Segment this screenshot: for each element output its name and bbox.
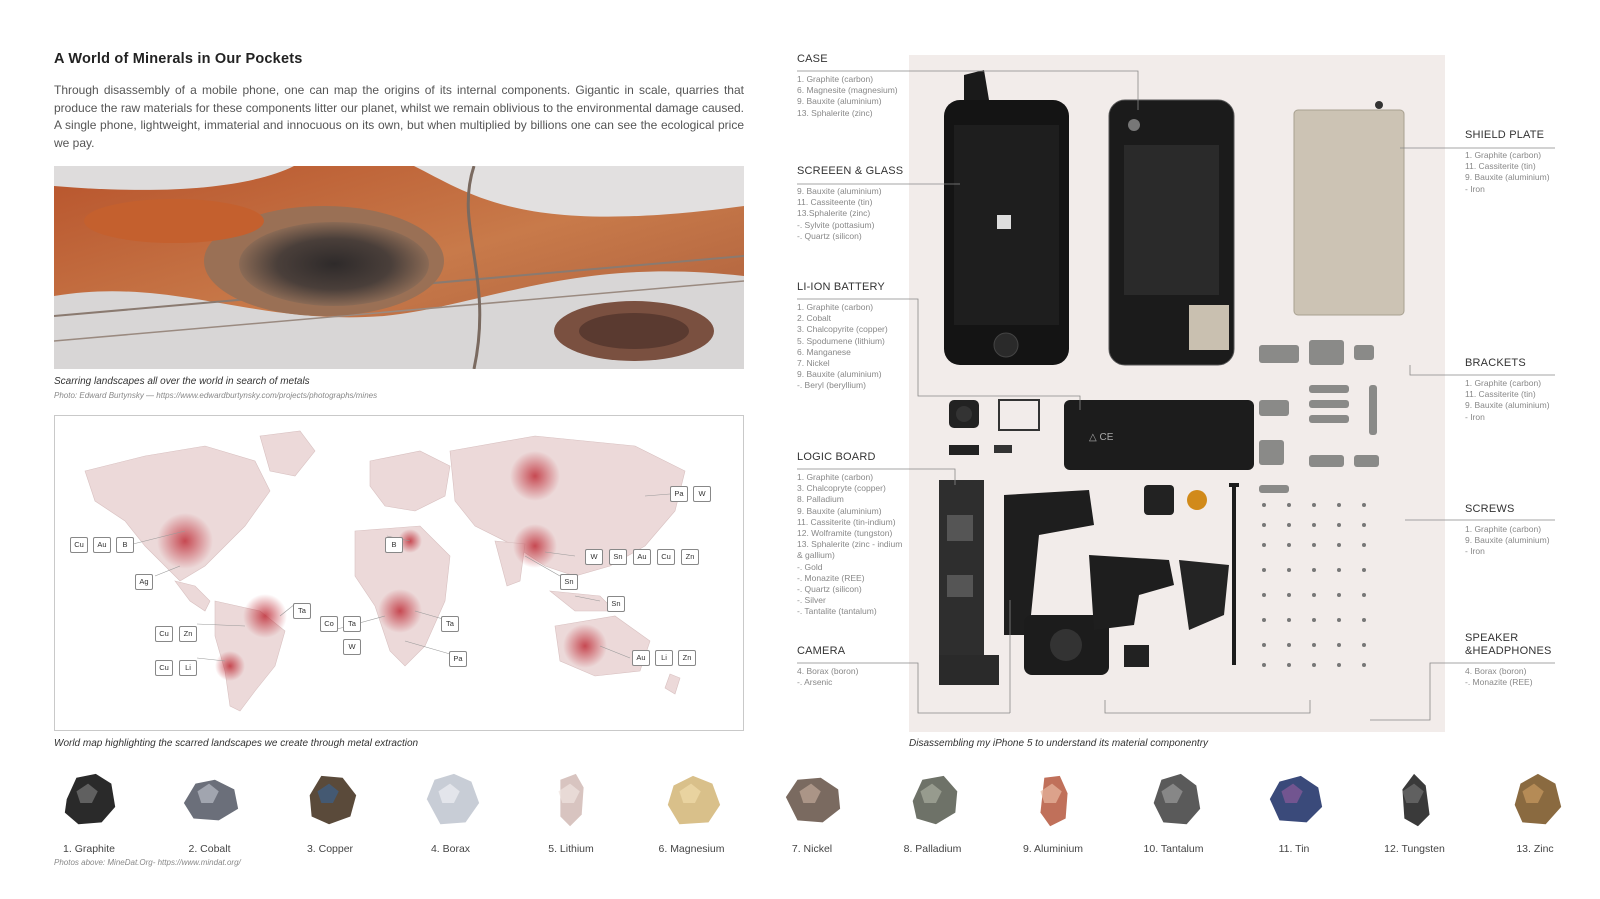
material-item: -. Monazite (REE): [797, 572, 865, 583]
section-heading: SPEAKER &HEADPHONES: [1465, 632, 1552, 657]
map-tag: Cu: [657, 549, 675, 565]
photo-credit: Photo: Edward Burtynsky — https://www.edwardburtynsky.com/projects/photographs/mines: [54, 391, 378, 400]
map-tag: Zn: [681, 549, 699, 565]
mineral-label: 10. Tantalum: [1143, 843, 1204, 855]
material-item: 11. Cassiterite (tin): [1465, 389, 1536, 400]
mineral-specimen: [637, 770, 747, 860]
mineral-label: 13. Zinc: [1516, 843, 1554, 855]
mineral-label: 4. Borax: [430, 843, 471, 855]
map-tag: B: [116, 537, 134, 553]
mineral-photo: [1264, 770, 1326, 832]
mineral-label: 9. Aluminium: [1022, 843, 1084, 855]
mineral-photo: [1385, 770, 1447, 832]
teardown-caption: Disassembling my iPhone 5 to understand its material componentry: [909, 738, 1209, 749]
material-item: 3. Chalcopryte (copper): [797, 483, 886, 494]
material-item: -. Beryl (beryllium): [797, 380, 866, 391]
mineral-photo: [662, 770, 724, 832]
material-item: 9. Bauxite (aluminium): [797, 505, 882, 516]
map-tag: Zn: [179, 626, 197, 642]
map-tag: Li: [179, 660, 197, 676]
material-item: 1. Graphite (carbon): [1465, 150, 1542, 160]
map-tag: Sn: [607, 596, 625, 612]
map-tag: Co: [320, 616, 338, 632]
map-tag: Sn: [560, 574, 578, 590]
map-tag: Zn: [678, 650, 696, 666]
mineral-specimen: [878, 770, 988, 860]
section-logic-board: [797, 451, 902, 618]
map-tag: W: [585, 549, 603, 565]
section-heading: CAMERA: [797, 645, 846, 657]
map-tag: B: [385, 537, 403, 553]
mineral-label: 3. Copper: [306, 843, 354, 855]
material-item: 3. Chalcopyrite (copper): [797, 324, 888, 335]
page-title: A World of Minerals in Our Pockets: [54, 51, 303, 67]
map-tag: Cu: [70, 537, 88, 553]
material-item: 13. Sphalerite (zinc - indium: [797, 539, 903, 550]
mineral-photo: [1144, 770, 1206, 832]
mineral-photo: [59, 770, 121, 832]
mineral-specimen: [155, 770, 265, 860]
section-screen-glass: [797, 165, 903, 242]
material-item: 1. Graphite (carbon): [797, 472, 874, 482]
mineral-specimen: [1480, 770, 1590, 860]
material-item: 4. Borax (boron): [797, 666, 859, 676]
material-item: -. Gold: [797, 561, 823, 572]
mineral-photo: [782, 770, 844, 832]
map-tag: Cu: [155, 626, 173, 642]
section-screws: [1465, 503, 1550, 558]
material-item: 8. Palladium: [797, 494, 844, 505]
material-item: -. Sylvite (pottasium): [797, 219, 875, 230]
material-item: 1. Graphite (carbon): [1465, 524, 1542, 534]
map-tag: Au: [632, 650, 650, 666]
map-tag: Pa: [449, 651, 467, 667]
mineral-specimen: [1360, 770, 1470, 860]
section-speaker-headphones: [1465, 632, 1552, 688]
section-brackets: [1465, 357, 1550, 423]
mineral-photo: [1505, 770, 1567, 832]
section-heading: LI-ION BATTERY: [797, 281, 885, 293]
section-heading: SCREEEN & GLASS: [797, 165, 904, 177]
material-item: 9. Bauxite (aluminium): [1465, 535, 1550, 546]
map-caption: World map highlighting the scarred landscapes we create through metal extraction: [54, 738, 419, 749]
material-item: 9. Bauxite (aluminium): [1465, 400, 1550, 411]
mineral-specimen: [757, 770, 867, 860]
map-tag: Ta: [343, 616, 361, 632]
mineral-photo: [300, 770, 362, 832]
mineral-photo: [180, 770, 242, 832]
map-tag: Ta: [293, 603, 311, 619]
map-tag: Ta: [441, 616, 459, 632]
map-tag: Li: [655, 650, 673, 666]
material-item: 13.Sphalerite (zinc): [797, 208, 871, 219]
material-item: 11. Cassiterite (tin): [1465, 161, 1536, 172]
material-item: -. Tantalite (tantalum): [797, 606, 877, 617]
material-item: -. Silver: [797, 595, 826, 606]
material-item: 9. Bauxite (aluminium): [797, 369, 882, 380]
material-item: 1. Graphite (carbon): [797, 302, 874, 312]
material-item: 6. Manganese: [797, 346, 851, 357]
mineral-label: 11. Tin: [1278, 843, 1310, 855]
material-item: 4. Borax (boron): [1465, 666, 1527, 676]
mineral-specimen: [396, 770, 506, 860]
material-item: - Iron: [1465, 546, 1485, 557]
material-item: - Iron: [1465, 183, 1485, 194]
material-item: -. Quartz (silicon): [797, 230, 862, 241]
section-heading: SCREWS: [1465, 503, 1515, 515]
mineral-photo: [903, 770, 965, 832]
material-item: 9. Bauxite (aluminium): [1465, 172, 1550, 183]
mineral-label: 7. Nickel: [791, 843, 833, 855]
section-camera: [797, 645, 858, 688]
material-item: 12. Wolframite (tungston): [797, 528, 893, 539]
section-heading: CASE: [797, 53, 828, 65]
material-item: 5. Spodumene (lithium): [797, 335, 885, 346]
section-battery: [797, 281, 888, 392]
section-case: [797, 53, 898, 119]
world-map: [54, 415, 744, 731]
minerals-credit: Photos above: MineDat.Org- https://www.mindat.org/: [54, 858, 241, 867]
material-item: 1. Graphite (carbon): [1465, 378, 1542, 388]
section-heading: SHIELD PLATE: [1465, 129, 1545, 141]
mineral-label: 6. Magnesium: [658, 843, 725, 855]
mine-aerial-photo: [54, 166, 744, 369]
material-item: 11. Cassiterite (tin-indium): [797, 516, 896, 527]
photo-caption: Scarring landscapes all over the world in search of metals: [54, 376, 310, 387]
mineral-label: 1. Graphite: [63, 843, 115, 855]
material-item: 6. Magnesite (magnesium): [797, 85, 898, 96]
intro-paragraph: Through disassembly of a mobile phone, one can map the origins of its internal components. Gigantic in scale, quarries that produce the raw materials for these components litter our planet, whilst we remain oblivious to the environmental damage caused. A single phone, lightweight, immaterial and innocuous on its own, but when multiplied by billions one can see the ecological price we pay.: [54, 83, 744, 150]
mineral-label: 5. Lithium: [548, 843, 594, 855]
mineral-specimen: [1239, 770, 1349, 860]
map-tag: Sn: [609, 549, 627, 565]
map-tag: Pa: [670, 486, 688, 502]
mineral-photo: [1023, 770, 1085, 832]
material-item: -. Quartz (silicon): [797, 584, 862, 595]
mineral-specimen: [34, 770, 144, 860]
material-item: 7. Nickel: [797, 358, 830, 369]
map-tag: Au: [93, 537, 111, 553]
material-item: 1. Graphite (carbon): [797, 74, 874, 84]
map-tag: Ag: [135, 574, 153, 590]
mineral-specimen: [1119, 770, 1229, 860]
material-item: 13. Sphalerite (zinc): [797, 107, 873, 118]
mineral-label: 8. Palladium: [903, 843, 962, 855]
iphone-teardown-photo: [909, 55, 1445, 732]
material-item: 9. Bauxite (aluminium): [797, 96, 882, 107]
map-tag: Cu: [155, 660, 173, 676]
material-item: -. Arsenic: [797, 677, 833, 688]
mineral-photo: [541, 770, 603, 832]
material-item: 2. Cobalt: [797, 313, 832, 324]
mineral-specimen: [516, 770, 626, 860]
map-tag: Au: [633, 549, 651, 565]
map-tag: W: [343, 639, 361, 655]
mineral-label: 2. Cobalt: [188, 843, 231, 855]
material-item: - Iron: [1465, 411, 1485, 422]
material-item: -. Monazite (REE): [1465, 677, 1533, 688]
material-item: & gallium): [797, 550, 835, 561]
mineral-specimen: [998, 770, 1108, 860]
material-item: 11. Cassiteente (tin): [797, 197, 873, 208]
map-tag: W: [693, 486, 711, 502]
section-heading: LOGIC BOARD: [797, 451, 876, 463]
svg-text:△ CE: △ CE: [1089, 432, 1114, 443]
mineral-label: 12. Tungsten: [1384, 843, 1445, 855]
mineral-photo: [421, 770, 483, 832]
section-shield-plate: [1465, 129, 1550, 195]
mineral-specimen: [275, 770, 385, 860]
material-item: 9. Bauxite (aluminium): [797, 186, 882, 196]
section-heading: BRACKETS: [1465, 357, 1526, 369]
